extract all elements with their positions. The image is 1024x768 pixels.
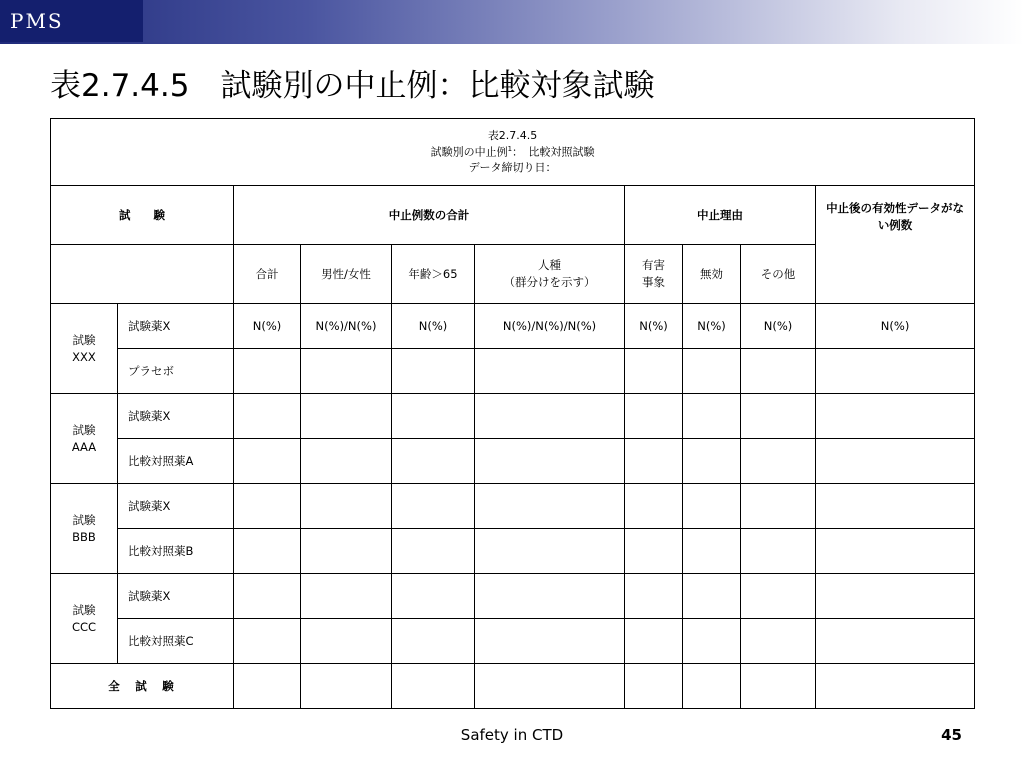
header-reason-group: 中止理由 xyxy=(625,186,816,245)
discontinuation-table xyxy=(50,118,975,709)
trial-label-line-1: 試験 xyxy=(72,423,96,437)
trial-label-line-2: CCC xyxy=(71,619,97,634)
value-cell: N(%) xyxy=(392,304,475,349)
header-adverse-line-2: 事象 xyxy=(642,275,665,289)
table-row xyxy=(51,349,975,394)
slide-title: 表2.7.4.5 試験別の中止例：比較対象試験 xyxy=(50,68,655,104)
header-sum: 合計 xyxy=(234,245,301,304)
value-cell: N(%)/N(%)/N(%) xyxy=(475,304,625,349)
trial-label-line-2: AAA xyxy=(71,439,97,454)
value-cell: N(%) xyxy=(625,304,683,349)
caption-footnote-mark: 1 xyxy=(507,144,513,153)
value-cell: N(%) xyxy=(683,304,741,349)
header-race-line-2: （群分けを示す） xyxy=(503,275,596,289)
trial-label-line-2: XXX xyxy=(72,349,96,364)
header-race-line-1: 人種 xyxy=(538,258,561,273)
brand-logo: PMS Forum xyxy=(0,0,143,42)
arm-label: プラセボ xyxy=(118,349,234,394)
arm-label: 試験薬X xyxy=(118,394,234,439)
trial-label-line-1: 試験 xyxy=(72,513,96,527)
page-number: 45 xyxy=(941,726,962,744)
header-no-efficacy: 中止後の有効性データがない例数 xyxy=(816,186,975,304)
header-other: その他 xyxy=(741,245,816,304)
table-row xyxy=(51,304,975,349)
header-adverse-event xyxy=(625,245,683,304)
value-cell: N(%)/N(%) xyxy=(301,304,392,349)
table-row xyxy=(51,574,975,619)
table-row xyxy=(51,484,975,529)
header-total-group: 中止例数の合計 xyxy=(234,186,625,245)
table-row xyxy=(51,529,975,574)
caption-line-1: 表2.7.4.5 xyxy=(487,128,538,142)
trial-group-label xyxy=(51,394,118,484)
caption-line-3: データ締切り日： xyxy=(468,161,557,175)
trial-label-line-2: BBB xyxy=(72,529,96,544)
arm-label: 試験薬X xyxy=(118,484,234,529)
total-row-label: 全 試 験 xyxy=(51,664,234,709)
arm-label: 比較対照薬B xyxy=(118,529,234,574)
caption-line-2 xyxy=(51,144,974,161)
trial-label-line-1: 試験 xyxy=(72,333,96,347)
caption-line-2-rest: ： 比較対照試験 xyxy=(512,145,595,159)
trial-group-label xyxy=(51,484,118,574)
table-caption xyxy=(51,119,975,186)
caption-line-2-text: 試験別の中止例 xyxy=(430,145,508,159)
trial-group-label xyxy=(51,304,118,394)
value-cell: N(%) xyxy=(741,304,816,349)
arm-label: 試験薬X xyxy=(118,574,234,619)
header-trial: 試 験 xyxy=(51,186,234,245)
header-invalid: 無効 xyxy=(683,245,741,304)
table-row xyxy=(51,394,975,439)
header-adverse-line-1: 有害 xyxy=(642,258,665,273)
value-cell: N(%) xyxy=(816,304,975,349)
footer-text: Safety in CTD xyxy=(460,726,564,744)
header-age: 年齢＞65 xyxy=(392,245,475,304)
trial-group-label xyxy=(51,574,118,664)
top-banner xyxy=(0,0,1024,75)
table-row xyxy=(51,619,975,664)
header-sex: 男性/女性 xyxy=(301,245,392,304)
value-cell: N(%) xyxy=(234,304,301,349)
arm-label: 比較対照薬C xyxy=(118,619,234,664)
header-race xyxy=(475,245,625,304)
arm-label: 比較対照薬A xyxy=(118,439,234,484)
header-empty xyxy=(51,245,234,304)
table-row-total xyxy=(51,664,975,709)
arm-label: 試験薬X xyxy=(118,304,234,349)
trial-label-line-1: 試験 xyxy=(72,603,96,617)
table-row xyxy=(51,439,975,484)
